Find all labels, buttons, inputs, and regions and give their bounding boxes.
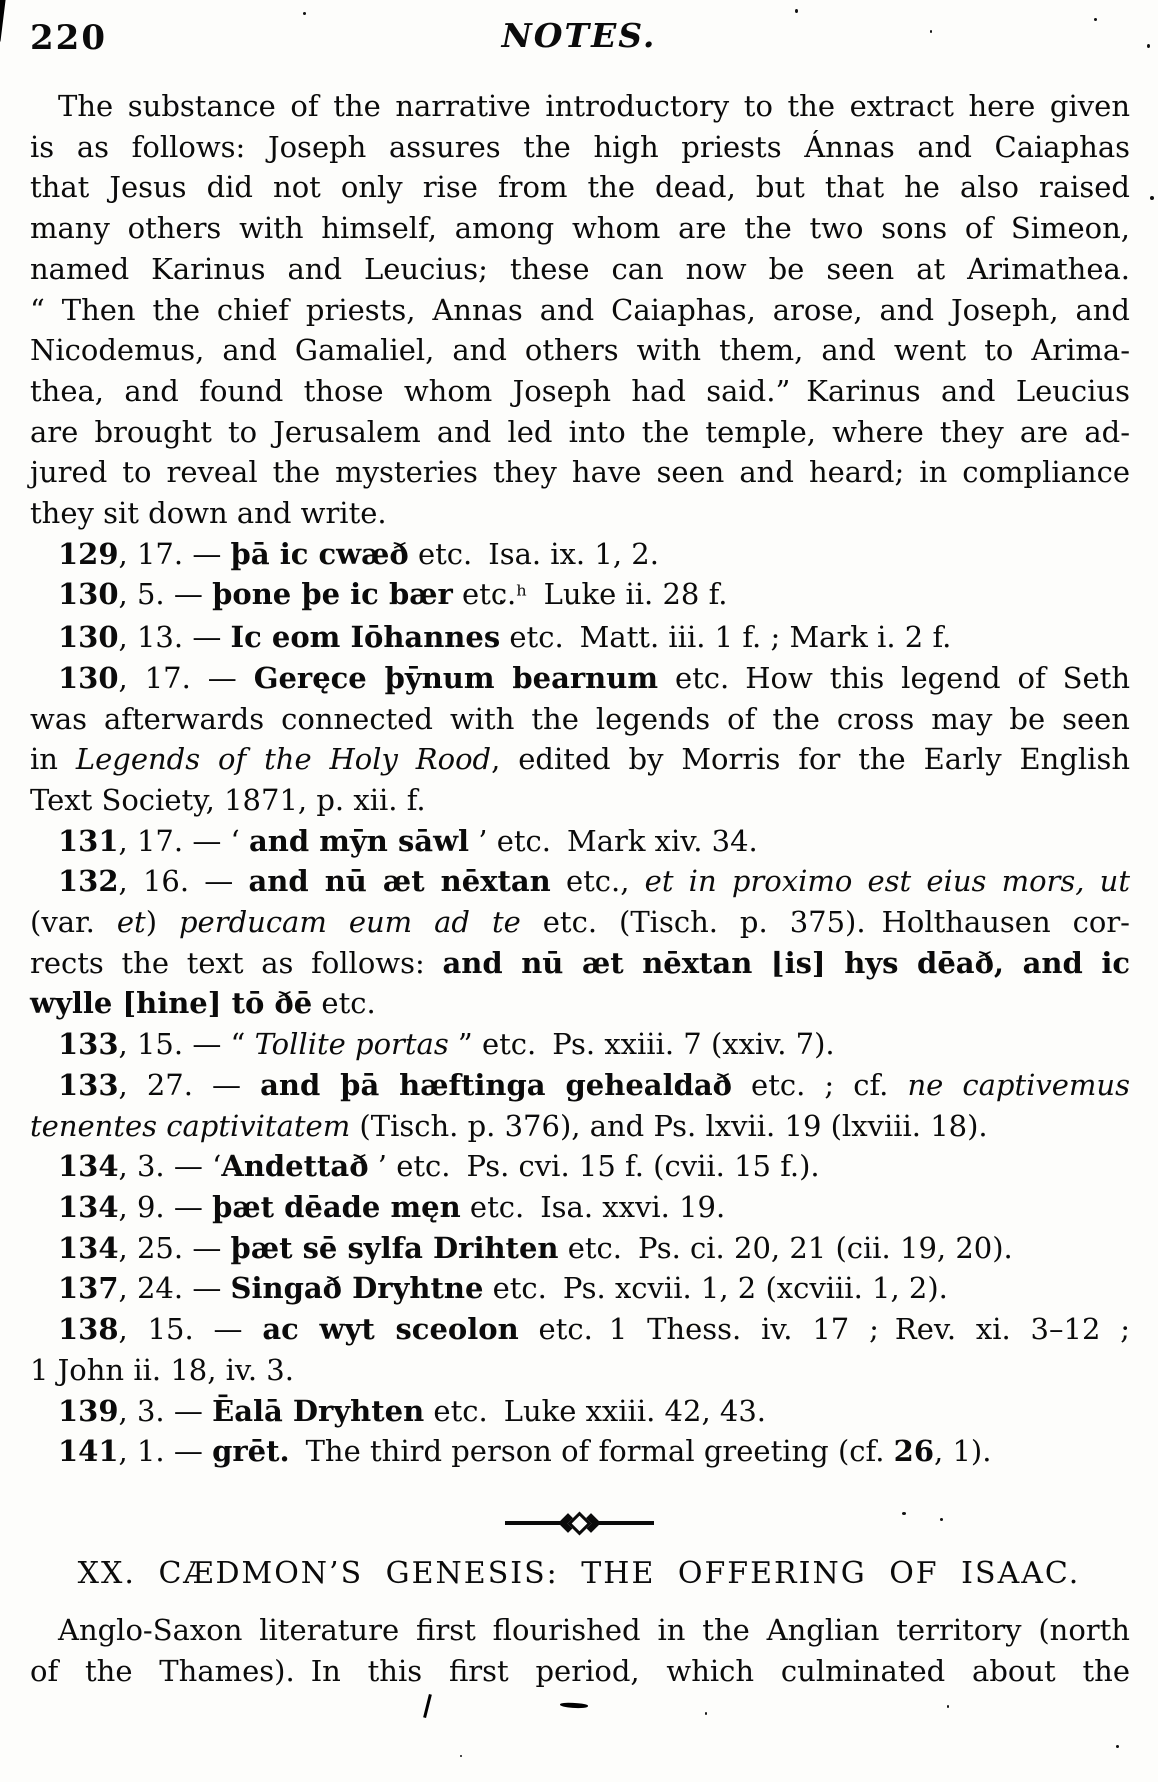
running-title: NOTES. xyxy=(501,16,657,55)
section-divider xyxy=(0,1508,1158,1538)
regular-text: etc. xyxy=(452,577,517,612)
italic-text: Tollite portas xyxy=(254,1027,449,1062)
regular-text: etc., xyxy=(550,864,645,899)
regular-text: , edited by Morris for the Early English xyxy=(491,742,1131,777)
bold-text: þone þe ic bær xyxy=(212,577,453,612)
text-line xyxy=(30,249,1130,290)
divider-rule-right xyxy=(597,1521,654,1525)
regular-text: that Jesus did not only rise from the dead, but that he also raised xyxy=(30,170,1130,205)
text-line xyxy=(30,1391,1130,1432)
regular-text: , 15. — xyxy=(118,1312,263,1347)
section-heading: XX. CÆDMON’S GENESIS: THE OFFERING OF ISAAC. xyxy=(77,1556,1081,1591)
regular-text: Luke xxiii. 42, 43. xyxy=(503,1393,767,1428)
regular-text: How this legend of Seth xyxy=(745,660,1131,695)
text-line xyxy=(30,86,1130,127)
regular-text: is as follows: Joseph assures the high priests Ánnas and Caiaphas xyxy=(30,129,1130,164)
regular-text: , 1. — xyxy=(118,1434,213,1469)
bold-text: 137 xyxy=(58,1271,119,1306)
regular-text: , 5. — xyxy=(118,577,213,612)
bold-text: 138 xyxy=(58,1312,119,1347)
bold-text: and þā hæftinga gehealdað xyxy=(260,1067,732,1102)
divider-rule-left xyxy=(505,1521,562,1525)
regular-text: etc. xyxy=(518,1312,593,1347)
bold-text: þæt dēade męn xyxy=(212,1189,461,1224)
bold-text: and nū æt nēxtan xyxy=(248,864,551,899)
bold-text: and mȳn sāwl xyxy=(248,823,470,858)
regular-text: , 17. — xyxy=(118,536,231,571)
scan-speck xyxy=(705,1712,707,1715)
regular-text: In this first period, which culminated about the xyxy=(310,1653,1130,1688)
text-line xyxy=(30,861,1130,902)
regular-text: was afterwards connected with the legends of the cross may be seen xyxy=(30,701,1130,736)
regular-text: , 27. — xyxy=(118,1067,261,1102)
regular-text: they sit down and write. xyxy=(30,496,387,531)
regular-text: , 24. — xyxy=(118,1271,231,1306)
regular-text: etc. xyxy=(460,1189,525,1224)
text-line xyxy=(30,1309,1130,1350)
regular-text: Ps. xxiii. 7 (xxiv. 7). xyxy=(552,1027,835,1062)
bold-text: and nū æt nēxtan ⌊is] hys dēað, and ic xyxy=(442,945,1130,980)
regular-text: Karinus and Leucius xyxy=(806,373,1130,408)
regular-text: Matt. iii. 1 f. ; Mark i. 2 f. xyxy=(579,620,952,655)
text-line xyxy=(30,1065,1130,1106)
text-line xyxy=(30,1024,1130,1065)
regular-text: The third person of formal greeting (cf. xyxy=(305,1434,894,1469)
text-line xyxy=(30,208,1130,249)
scan-speck xyxy=(795,9,798,13)
regular-text: etc. xyxy=(312,986,376,1021)
regular-text: ” etc. xyxy=(448,1027,537,1062)
scan-speck xyxy=(423,1694,432,1718)
text-line xyxy=(30,658,1130,699)
regular-text: etc. xyxy=(483,1271,547,1306)
text-line xyxy=(30,1228,1130,1269)
regular-text: Anglo-Saxon literature first flourished in the Anglian territory (north xyxy=(58,1613,1130,1647)
regular-text: in xyxy=(30,742,76,777)
regular-text: etc. ; cf. xyxy=(732,1067,908,1102)
text-line xyxy=(30,1431,1130,1472)
regular-text: Isa. ix. 1, 2. xyxy=(488,536,659,571)
bold-text: 26 xyxy=(893,1434,935,1469)
text-line xyxy=(30,617,1130,658)
regular-text: etc. xyxy=(424,1393,488,1428)
text-line xyxy=(30,1350,1130,1391)
regular-text: Isa. xxvi. 19. xyxy=(540,1189,726,1224)
regular-text: , 15. — “ xyxy=(118,1027,255,1062)
italic-text: ne captivemus xyxy=(907,1067,1130,1102)
regular-text: Ps. ci. 20, 21 (cii. 19, 20). xyxy=(637,1230,1013,1265)
regular-text: , 1). xyxy=(934,1434,992,1469)
text-line xyxy=(30,1187,1130,1228)
scan-speck xyxy=(1116,1745,1119,1748)
regular-text: etc. xyxy=(408,536,473,571)
page-number: 220 xyxy=(30,18,107,58)
bold-text: Ic eom Iōhannes xyxy=(230,620,501,655)
text-line xyxy=(30,290,1130,331)
regular-text: (var. xyxy=(30,905,117,940)
text-line xyxy=(30,983,1130,1024)
regular-text: , 17. — ‘ xyxy=(118,823,249,858)
regular-text: thea, and found those whom Joseph had said.” xyxy=(30,373,791,408)
regular-text: 1 John ii. 18, iv. 3. xyxy=(30,1352,294,1387)
bold-text: ac wyt sceolon xyxy=(262,1312,519,1347)
regular-text: , 3. — ‘ xyxy=(118,1149,222,1184)
text-line xyxy=(30,821,1130,862)
regular-text: , 9. — xyxy=(118,1189,213,1224)
notes-text-block xyxy=(30,86,1130,1472)
regular-text: Holthausen cor- xyxy=(881,905,1130,940)
regular-text: rects the text as follows: xyxy=(30,945,443,980)
text-line xyxy=(30,330,1130,371)
text-line xyxy=(30,1610,1130,1651)
bold-text: 129 xyxy=(58,536,119,571)
regular-text: , 16. — xyxy=(118,864,249,899)
text-line xyxy=(30,1651,1130,1692)
regular-text: “ Then the chief priests, Annas and Caiaphas, arose, and Joseph, and xyxy=(30,292,1130,327)
regular-text: (Tisch. p. 376), and Ps. lxvii. 19 (lxviii. 18). xyxy=(350,1108,988,1143)
regular-text: , 17. — xyxy=(118,660,254,695)
scan-speck xyxy=(460,1755,462,1757)
regular-text: named Karinus and Leucius; these can now be seen at Arimathea. xyxy=(30,251,1130,286)
regular-text: etc. (Tisch. p. 375). xyxy=(520,905,866,940)
text-line xyxy=(30,902,1130,943)
regular-text: Text Society, 1871, p. xii. f. xyxy=(30,782,426,817)
text-line xyxy=(30,780,1130,821)
bold-text: Andettað xyxy=(221,1149,369,1184)
bold-text: 134 xyxy=(58,1189,119,1224)
text-line xyxy=(30,1146,1130,1187)
scan-speck xyxy=(560,1702,588,1709)
italic-text: et in proximo est eius mors, ut xyxy=(644,864,1131,899)
regular-text: ’ etc. xyxy=(469,823,551,858)
text-line xyxy=(30,371,1130,412)
text-line xyxy=(30,739,1130,780)
section-text-block xyxy=(30,1610,1130,1691)
regular-text: etc. xyxy=(658,660,730,695)
regular-text: The substance of the narrative introductory to the extract here given xyxy=(58,89,1130,123)
regular-text: Ps. cvi. 15 f. (cvii. 15 f.). xyxy=(466,1149,820,1184)
bold-text: 133 xyxy=(58,1027,119,1062)
scan-speck xyxy=(303,12,306,15)
text-line xyxy=(30,412,1130,453)
regular-text: etc. xyxy=(500,620,564,655)
bold-text: 130 xyxy=(58,660,119,695)
italic-text: Legends of the Holy Rood xyxy=(75,742,492,777)
text-line xyxy=(30,167,1130,208)
text-line xyxy=(30,943,1130,984)
regular-text: many others with himself, among whom are the two sons of Simeon, xyxy=(30,211,1130,246)
bold-text: Geręce þȳnum bearnum xyxy=(253,660,659,695)
text-line xyxy=(30,1268,1130,1309)
superscript-mark: ʰ xyxy=(516,581,528,612)
text-line xyxy=(30,452,1130,493)
regular-text: ) xyxy=(145,905,179,940)
regular-text: , 25. — xyxy=(118,1230,231,1265)
text-line xyxy=(30,493,1130,534)
text-line xyxy=(30,127,1130,168)
bold-text: 132 xyxy=(58,864,119,899)
regular-text: jured to reveal the mysteries they have seen and heard; in compliance xyxy=(30,455,1130,490)
bold-text: 130 xyxy=(58,620,119,655)
regular-text: , 13. — xyxy=(118,620,231,655)
bold-text: 131 xyxy=(58,823,119,858)
bold-text: þā ic cwæð xyxy=(230,536,409,571)
hollow-diamond-icon xyxy=(567,1511,591,1535)
regular-text: ’ etc. xyxy=(368,1149,451,1184)
bold-text: wylle [hine] tō ðē xyxy=(30,986,313,1021)
scan-speck xyxy=(1150,196,1154,200)
bold-text: Singað Dryhtne xyxy=(230,1271,484,1306)
text-line xyxy=(30,534,1130,575)
bold-text: 134 xyxy=(58,1149,119,1184)
bold-text: þæt sē sylfa Drihten xyxy=(230,1230,559,1265)
regular-text: Nicodemus, and Gamaliel, and others with them, and went to Arima- xyxy=(30,333,1130,368)
regular-text: Mark xiv. 34. xyxy=(567,823,758,858)
regular-text: Luke ii. 28 f. xyxy=(543,577,728,612)
bold-text: 139 xyxy=(58,1393,119,1428)
bold-text: 133 xyxy=(58,1067,119,1102)
regular-text: Ps. xcvii. 1, 2 (xcviii. 1, 2). xyxy=(562,1271,948,1306)
regular-text: are brought to Jerusalem and led into the temple, where they are ad- xyxy=(30,414,1130,449)
italic-text: tenentes captivitatem xyxy=(30,1108,351,1143)
italic-text: et xyxy=(116,905,146,940)
bold-text: 134 xyxy=(58,1230,119,1265)
text-line xyxy=(30,574,1130,617)
regular-text: etc. xyxy=(558,1230,622,1265)
text-line xyxy=(30,699,1130,740)
regular-text: , 3. — xyxy=(118,1393,213,1428)
text-line xyxy=(30,1106,1130,1147)
bold-text: Ēalā Dryhten xyxy=(212,1393,425,1428)
bold-text: grēt. xyxy=(212,1434,290,1469)
italic-text: perducam eum ad te xyxy=(178,905,521,940)
bold-text: 130 xyxy=(58,577,119,612)
scan-speck xyxy=(947,1705,949,1708)
bold-text: 141 xyxy=(58,1434,119,1469)
regular-text: 1 Thess. iv. 17 ; xyxy=(608,1312,879,1347)
regular-text: Rev. xi. 3–12 ; xyxy=(894,1312,1130,1347)
page-header xyxy=(0,16,1158,60)
regular-text: of the Thames). xyxy=(30,1653,295,1688)
